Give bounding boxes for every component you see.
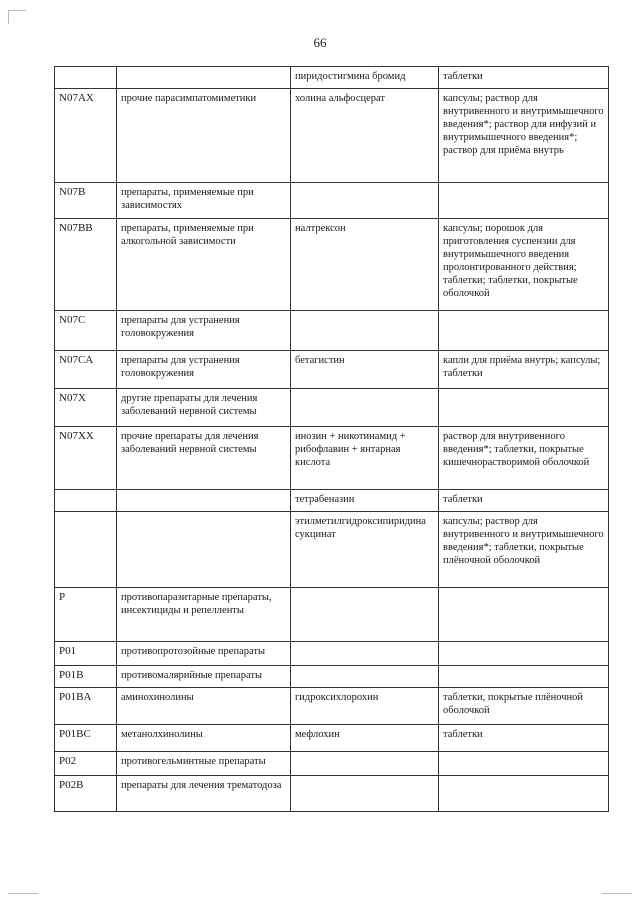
atc-code-cell: N07C [55, 311, 117, 351]
dosage-form-cell [439, 776, 609, 812]
drug-name-cell [291, 666, 439, 688]
table-row [55, 688, 609, 725]
dosage-form-cell [439, 588, 609, 642]
dosage-form-cell [439, 752, 609, 776]
drug-name-cell [291, 389, 439, 427]
dosage-form-cell: капли для приёма внутрь; капсулы; таблетки [439, 351, 609, 389]
dosage-form-cell: капсулы; порошок для приготовления суспензии для внутримышечного введения пролонгированного действия; таблетки; таблетки, покрытые оболочкой [439, 219, 609, 311]
dosage-form-cell: таблетки, покрытые плёночной оболочкой [439, 688, 609, 725]
dosage-form-cell [439, 666, 609, 688]
table-row [55, 725, 609, 752]
pharmacological-group-cell: противогельминтные препараты [117, 752, 291, 776]
dosage-form-cell: капсулы; раствор для внутривенного и внутримышечного введения*; таблетки, покрытые плёночной оболочкой [439, 512, 609, 588]
scan-artifact [8, 10, 26, 11]
dosage-form-cell [439, 642, 609, 666]
dosage-form-cell: таблетки [439, 490, 609, 512]
atc-code-cell: P01BC [55, 725, 117, 752]
atc-code-cell: N07X [55, 389, 117, 427]
atc-code-cell: P [55, 588, 117, 642]
drug-name-cell [291, 642, 439, 666]
atc-code-cell: N07CA [55, 351, 117, 389]
atc-code-cell: P01 [55, 642, 117, 666]
drug-name-cell: налтрексон [291, 219, 439, 311]
pharmacological-group-cell [117, 490, 291, 512]
dosage-form-cell [439, 311, 609, 351]
drug-name-cell [291, 776, 439, 812]
pharmacological-group-cell: противопротозойные препараты [117, 642, 291, 666]
drug-name-cell: мефлохин [291, 725, 439, 752]
atc-code-cell: P02 [55, 752, 117, 776]
dosage-form-cell: таблетки [439, 67, 609, 89]
table-row [55, 311, 609, 351]
table-row [55, 752, 609, 776]
table-row [55, 588, 609, 642]
table-row [55, 219, 609, 311]
drug-name-cell: тетрабеназин [291, 490, 439, 512]
dosage-form-cell: раствор для внутривенного введения*; таблетки, покрытые кишечнорастворимой оболочкой [439, 427, 609, 490]
table-row [55, 351, 609, 389]
atc-code-cell: N07B [55, 183, 117, 219]
pharmacological-group-cell: противопаразитарные препараты, инсектициды и репелленты [117, 588, 291, 642]
dosage-form-cell: капсулы; раствор для внутривенного и внутримышечного введения*; раствор для инфузий и внутримышечного введения*; раствор для приёма внутрь [439, 89, 609, 183]
pharmacological-group-cell: аминохинолины [117, 688, 291, 725]
page-number: 66 [313, 35, 327, 50]
atc-code-cell [55, 67, 117, 89]
pharmacological-group-cell: препараты, применяемые при зависимостях [117, 183, 291, 219]
drug-name-cell: холина альфосцерат [291, 89, 439, 183]
drug-name-cell [291, 752, 439, 776]
table-row [55, 67, 609, 89]
drug-name-cell [291, 311, 439, 351]
atc-code-cell [55, 490, 117, 512]
pharmacological-group-cell [117, 67, 291, 89]
table-row [55, 389, 609, 427]
pharmacological-group-cell: противомалярийные препараты [117, 666, 291, 688]
dosage-form-cell [439, 183, 609, 219]
dosage-form-cell: таблетки [439, 725, 609, 752]
scan-artifact [8, 893, 38, 894]
drug-name-cell: этилметилгидроксипиридина сукцинат [291, 512, 439, 588]
drug-name-cell [291, 183, 439, 219]
pharmacological-group-cell: препараты для лечения трематодоза [117, 776, 291, 812]
atc-code-cell [55, 512, 117, 588]
drug-name-cell: бетагистин [291, 351, 439, 389]
pharmacological-group-cell [117, 512, 291, 588]
drug-name-cell [291, 588, 439, 642]
dosage-form-cell [439, 389, 609, 427]
pharmacological-group-cell: препараты для устранения головокружения [117, 351, 291, 389]
table-row [55, 427, 609, 490]
atc-code-cell: P01BA [55, 688, 117, 725]
drug-name-cell: пиридостигмина бромид [291, 67, 439, 89]
drug-name-cell: гидроксихлорохин [291, 688, 439, 725]
medications-table [54, 66, 609, 812]
pharmacological-group-cell: метанолхинолины [117, 725, 291, 752]
atc-code-cell: N07BB [55, 219, 117, 311]
table-row [55, 642, 609, 666]
table-body [55, 67, 609, 812]
atc-code-cell: P01B [55, 666, 117, 688]
table-row [55, 666, 609, 688]
table-row [55, 512, 609, 588]
atc-code-cell: N07XX [55, 427, 117, 490]
scan-artifact [8, 10, 9, 24]
atc-code-cell: N07AX [55, 89, 117, 183]
scan-artifact [602, 893, 632, 894]
pharmacological-group-cell: препараты, применяемые при алкогольной зависимости [117, 219, 291, 311]
pharmacological-group-cell: другие препараты для лечения заболеваний нервной системы [117, 389, 291, 427]
atc-code-cell: P02B [55, 776, 117, 812]
table-row [55, 183, 609, 219]
table-row [55, 89, 609, 183]
pharmacological-group-cell: прочие препараты для лечения заболеваний нервной системы [117, 427, 291, 490]
drug-name-cell: инозин + никотинамид + рибофлавин + янтарная кислота [291, 427, 439, 490]
pharmacological-group-cell: прочие парасимпатомиметики [117, 89, 291, 183]
table-row [55, 776, 609, 812]
pharmacological-group-cell: препараты для устранения головокружения [117, 311, 291, 351]
table-row [55, 490, 609, 512]
